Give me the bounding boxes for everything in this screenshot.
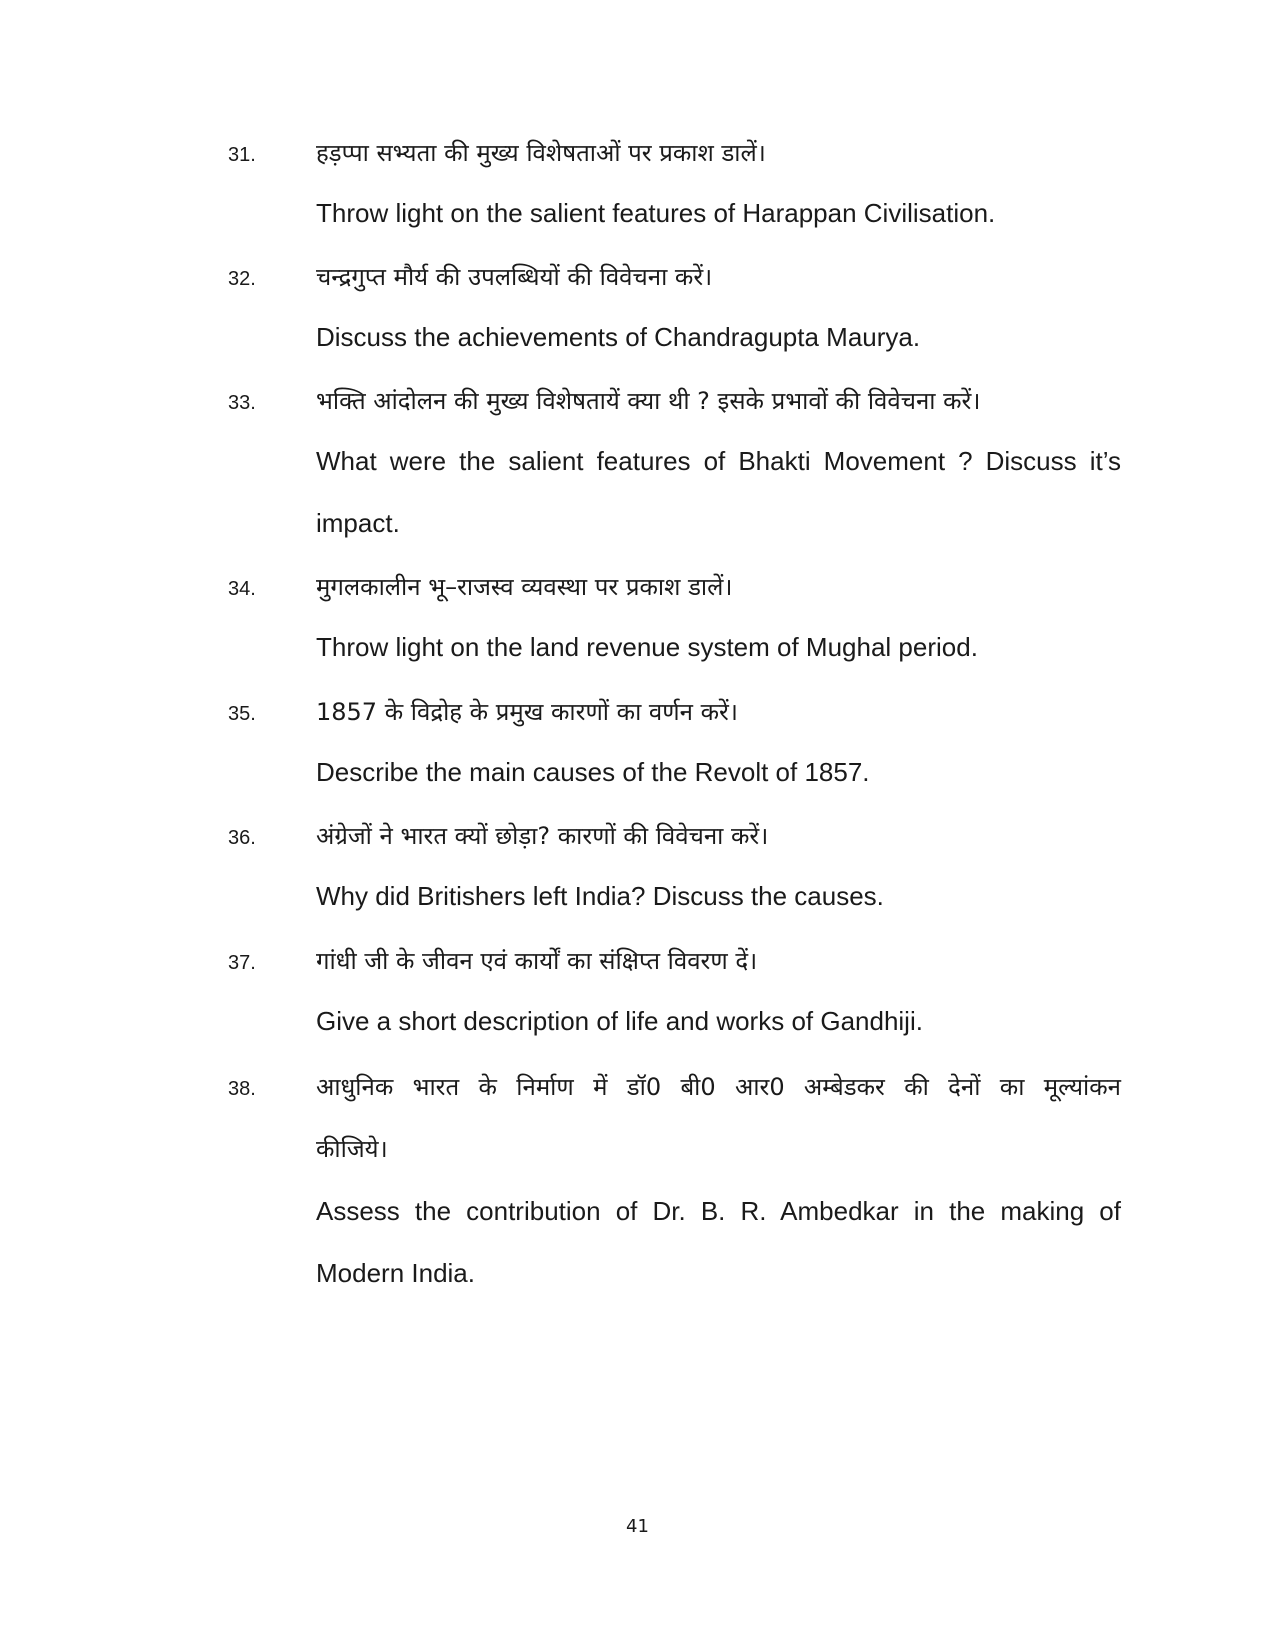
question-36-english: Why did Britishers left India? Discuss the causes. xyxy=(316,881,884,911)
question-38-english-line-1: Assess the contribution of Dr. B. R. Ambedkar in the making of xyxy=(316,1196,1121,1226)
question-32-hindi: चन्द्रगुप्त मौर्य की उपलब्धियों की विवेचना करें। xyxy=(316,263,713,291)
question-35-hindi: 1857 के विद्रोह के प्रमुख कारणों का वर्णन करें। xyxy=(316,698,738,726)
question-36-number: 36. xyxy=(228,827,256,849)
question-37-hindi: गांधी जी के जीवन एवं कार्यों का संक्षिप्त विवरण दें। xyxy=(316,947,758,975)
question-33-number: 33. xyxy=(228,392,256,414)
question-38-number: 38. xyxy=(228,1078,256,1100)
question-34-english: Throw light on the land revenue system of Mughal period. xyxy=(316,632,978,662)
question-33-english-line-1: What were the salient features of Bhakti Movement ? Discuss it’s xyxy=(316,446,1121,476)
question-31-english: Throw light on the salient features of Harappan Civilisation. xyxy=(316,198,996,228)
question-34-hindi: मुगलकालीन भू–राजस्व व्यवस्था पर प्रकाश डालें। xyxy=(316,573,733,601)
question-34-number: 34. xyxy=(228,578,256,600)
question-31-hindi: हड़प्पा सभ्यता की मुख्य विशेषताओं पर प्रकाश डालें। xyxy=(316,139,766,167)
question-37-number: 37. xyxy=(228,952,256,974)
question-33-english-line-2: impact. xyxy=(316,508,400,538)
question-36-hindi: अंग्रेजों ने भारत क्यों छोड़ा? कारणों की विवेचना करें। xyxy=(316,822,769,850)
question-32-english: Discuss the achievements of Chandragupta Maurya. xyxy=(316,322,921,352)
question-38-hindi-line-2: कीजिये। xyxy=(316,1135,388,1163)
page-number: 41 xyxy=(626,1516,649,1537)
question-35-number: 35. xyxy=(228,703,256,725)
question-35-english: Describe the main causes of the Revolt of 1857. xyxy=(316,757,870,787)
question-38-hindi-line-1: आधुनिक भारत के निर्माण में डॉ0 बी0 आर0 अम्बेडकर की देनों का मूल्यांकन xyxy=(316,1073,1121,1101)
question-32-number: 32. xyxy=(228,268,256,290)
question-31-number: 31. xyxy=(228,144,256,166)
question-38-english-line-2: Modern India. xyxy=(316,1258,475,1288)
question-33-hindi: भक्ति आंदोलन की मुख्य विशेषतायें क्या थी ? इसके प्रभावों की विवेचना करें। xyxy=(316,387,981,415)
question-37-english: Give a short description of life and works of Gandhiji. xyxy=(316,1006,923,1036)
